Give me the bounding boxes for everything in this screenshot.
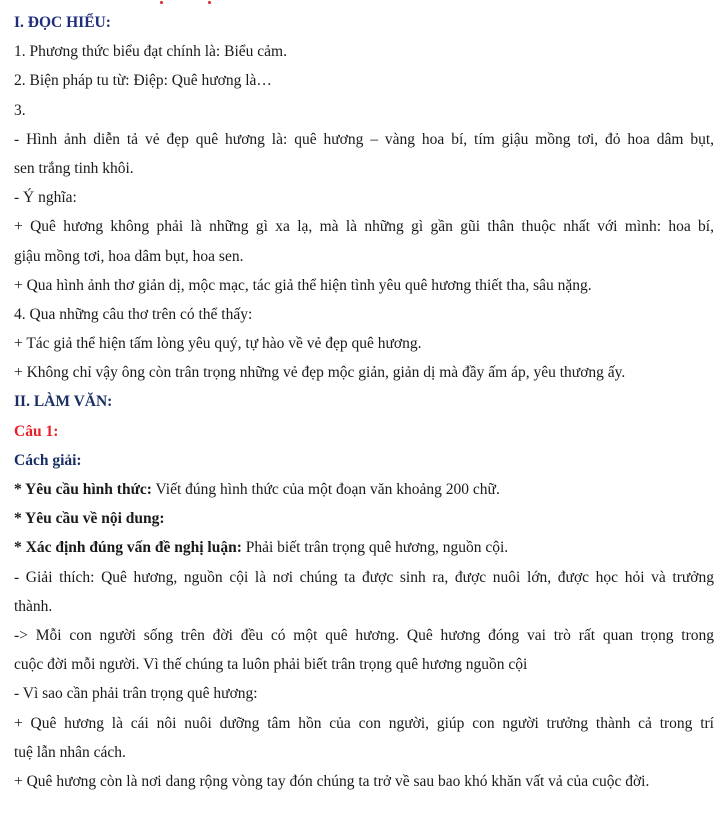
answer-line: sen trắng tinh khôi. <box>14 159 134 177</box>
content-requirement <box>14 504 714 533</box>
top-edge-marks <box>0 0 728 6</box>
answer-line: giậu mồng tơi, hoa dâm bụt, hoa sen. <box>14 247 244 265</box>
content-requirement-label: * Yêu cầu về nội dung: <box>14 510 165 528</box>
essay-line: - Giải thích: Quê hương, nguồn cội là nơi chúng ta được sinh ra, được nuôi lớn, được học hỏi và trưởng <box>14 568 714 586</box>
red-mark <box>208 1 211 4</box>
issue-text: Phải biết trân trọng quê hương, nguồn cội. <box>241 539 509 557</box>
method-label: Cách giải: <box>14 451 82 469</box>
essay-line: cuộc đời mỗi người. Vì thế chúng ta luôn phải biết trân trọng quê hương nguồn cội <box>14 656 528 674</box>
question-label: Câu 1: <box>14 422 59 440</box>
answer-line: 2. Biện pháp tu từ: Điệp: Quê hương là… <box>14 72 272 90</box>
essay-line: tuệ lẫn nhân cách. <box>14 743 126 761</box>
essay-line: thành. <box>14 597 53 615</box>
form-requirement-label: * Yêu cầu hình thức: <box>14 481 152 498</box>
answer-line: + Không chỉ vậy ông còn trân trọng những vẻ đẹp mộc giản, giản dị mà đầy ấm áp, yêu thương ấy. <box>14 364 626 382</box>
issue-identification <box>14 533 714 562</box>
essay-line: + Quê hương là cái nôi nuôi dưỡng tâm hồn của con người, giúp con người trưởng thành cả trong trí <box>14 714 714 732</box>
red-mark <box>160 1 163 4</box>
answer-line: 1. Phương thức biểu đạt chính là: Biểu cảm. <box>14 43 287 61</box>
section-heading-reading: I. ĐỌC HIỂU: <box>14 14 111 31</box>
answer-line: 4. Qua những câu thơ trên có thể thấy: <box>14 305 253 323</box>
answer-line: + Tác giả thể hiện tấm lòng yêu quý, tự hào về vẻ đẹp quê hương. <box>14 335 422 353</box>
form-requirement-text: Viết đúng hình thức của một đoạn văn khoảng 200 chữ. <box>151 481 500 498</box>
section-heading-writing: II. LÀM VĂN: <box>14 393 113 411</box>
answer-line: - Hình ảnh diễn tả vẻ đẹp quê hương là: quê hương – vàng hoa bí, tím giậu mồng tơi, đỏ hoa dâm bụt, <box>14 130 714 148</box>
answer-line: + Qua hình ảnh thơ giản dị, mộc mạc, tác giả thể hiện tình yêu quê hương thiết tha, sâu nặng. <box>14 276 592 294</box>
issue-label: * Xác định đúng vấn đề nghị luận: <box>14 539 242 557</box>
essay-line: - Vì sao cần phải trân trọng quê hương: <box>14 685 258 703</box>
essay-line: -> Mỗi con người sống trên đời đều có một quê hương. Quê hương đóng vai trò rất quan trọng trong <box>14 626 714 644</box>
form-requirement <box>14 475 714 504</box>
document-page <box>14 8 714 796</box>
essay-line: + Quê hương còn là nơi dang rộng vòng tay đón chúng ta trở về sau bao khó khăn vất vả của cuộc đời. <box>14 772 650 790</box>
answer-line: 3. <box>14 101 26 119</box>
answer-line: + Quê hương không phải là những gì xa lạ, mà là những gì gần gũi thân thuộc nhất với mình: hoa bí, <box>14 218 714 236</box>
answer-line: - Ý nghĩa: <box>14 189 77 207</box>
